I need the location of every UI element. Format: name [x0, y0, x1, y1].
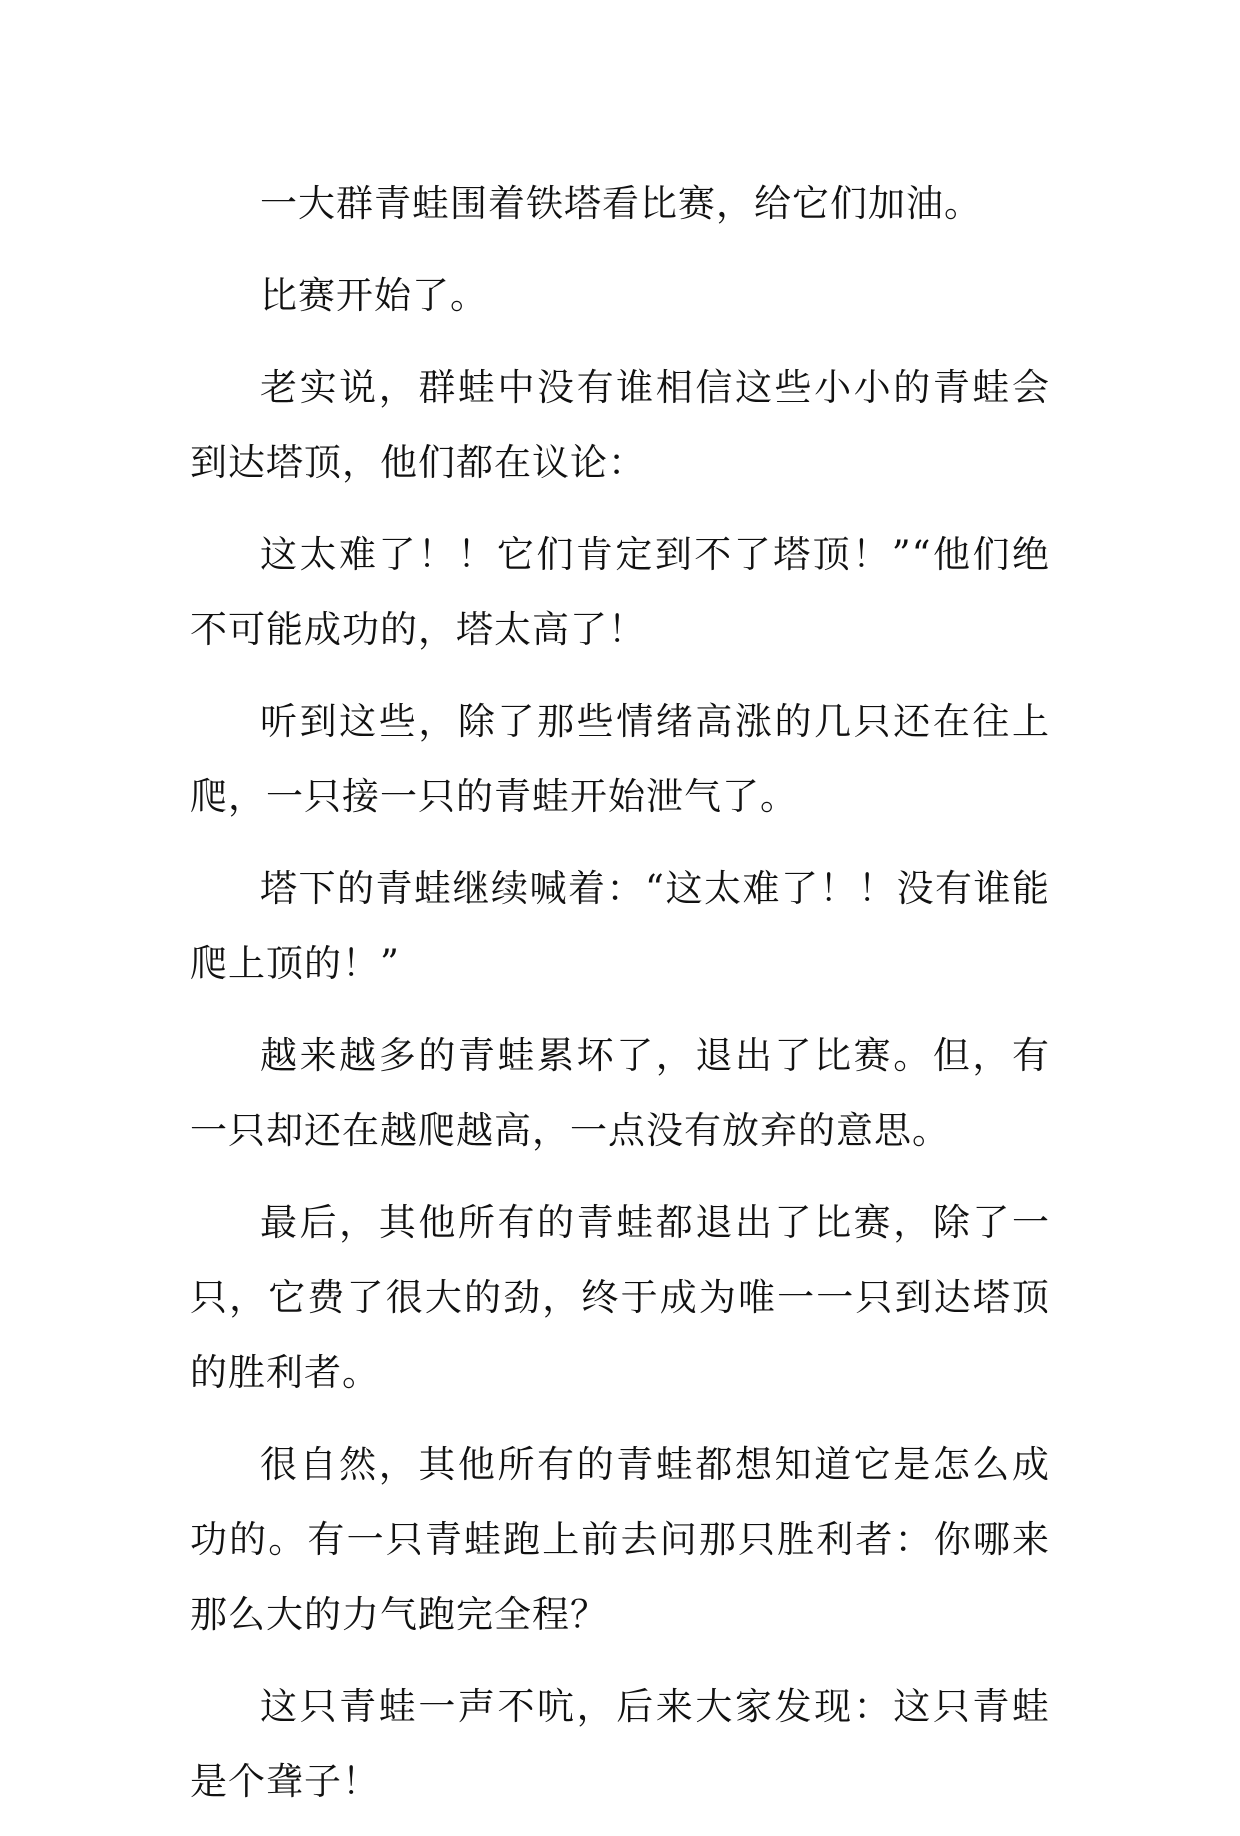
- paragraph: 这太难了！！它们肯定到不了塔顶！”“他们绝不可能成功的，塔太高了！: [190, 533, 1050, 651]
- paragraph: 越来越多的青蛙累坏了，退出了比赛。但，有一只却还在越爬越高，一点没有放弃的意思。: [190, 1034, 1050, 1152]
- paragraph: 塔下的青蛙继续喊着：“这太难了！！没有谁能爬上顶的！”: [190, 867, 1050, 985]
- paragraph: 比赛开始了。: [260, 274, 488, 317]
- paragraph: 很自然，其他所有的青蛙都想知道它是怎么成功的。有一只青蛙跑上前去问那只胜利者：你哪来那么大的力气跑完全程？: [190, 1443, 1050, 1636]
- paragraph: 这只青蛙一声不吭，后来大家发现：这只青蛙是个聋子！: [190, 1685, 1050, 1803]
- document-page: [190, 166, 1050, 1836]
- paragraph: 听到这些，除了那些情绪高涨的几只还在往上爬，一只接一只的青蛙开始泄气了。: [190, 700, 1050, 818]
- paragraph: 老实说，群蛙中没有谁相信这些小小的青蛙会到达塔顶，他们都在议论：: [190, 366, 1050, 484]
- paragraph: 最后，其他所有的青蛙都退出了比赛，除了一只，它费了很大的劲，终于成为唯一一只到达塔顶的胜利者。: [190, 1201, 1050, 1394]
- paragraph: 一大群青蛙围着铁塔看比赛，给它们加油。: [260, 182, 982, 225]
